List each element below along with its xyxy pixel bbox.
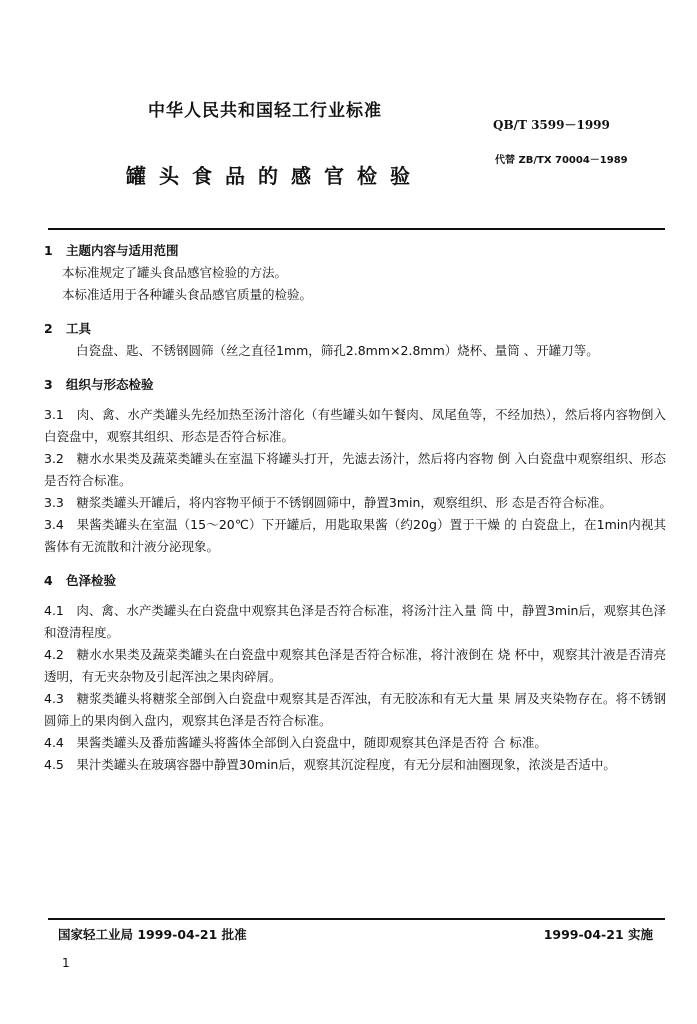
effective-date: 1999-04-21 实施 <box>543 927 653 942</box>
clause: 3.4 果酱类罐头在室温（15～20℃）下开罐后，用匙取果酱（约20g）置于干燥 的 白瓷盘上，在1min内视其酱体有无流散和汁液分泌现象。 <box>44 517 666 554</box>
section-heading <box>44 570 666 592</box>
clause: 3.1 肉、禽、水产类罐头先经加热至汤汁溶化（有些罐头如午餐肉、凤尾鱼等，不经加热），然后将内容物倒入白瓷盘中，观察其组织、形态是否符合标准。 <box>44 407 666 444</box>
section-heading <box>44 374 666 396</box>
section-heading <box>44 240 666 262</box>
section-title: 组织与形态检验 <box>66 377 154 392</box>
clause: 3.2 糖水水果类及蔬菜类罐头在室温下将罐头打开，先滤去汤汁，然后将内容物 倒 入白瓷盘中观察组织、形态是否符合标准。 <box>44 451 666 488</box>
paragraph: 本标准适用于各种罐头食品感官质量的检验。 <box>62 287 313 302</box>
header-divider <box>48 228 665 230</box>
doc-title: 罐头食品的感官检验 <box>126 164 423 188</box>
clause: 4.4 果酱类罐头及番茄酱罐头将酱体全部倒入白瓷盘中，随即观察其色泽是否符 合 标准。 <box>44 735 547 750</box>
clause: 4.5 果汁类罐头在玻璃容器中静置30min后，观察其沉淀程度，有无分层和油圈现象，浓淡是否适中。 <box>44 757 616 772</box>
section-number: 1 <box>44 243 53 258</box>
section-title: 主题内容与适用范围 <box>66 243 179 258</box>
section-number: 2 <box>44 321 53 336</box>
footer-divider <box>48 918 665 920</box>
standard-code: QB/T 3599－1999 <box>493 118 610 132</box>
approval-note: 国家轻工业局 1999-04-21 批准 <box>58 927 247 942</box>
section-number: 3 <box>44 377 53 392</box>
page-number: 1 <box>62 956 70 970</box>
replaces-note: 代替 ZB/TX 70004－1989 <box>495 155 628 166</box>
section-title: 工具 <box>66 321 92 336</box>
clause: 4.3 糖浆类罐头将糖浆全部倒入白瓷盘中观察其是否浑浊，有无胶冻和有无大量 果 屑及夹染物存在。将不锈钢圆筛上的果肉倒入盘内，观察其色泽是否符合标准。 <box>44 691 666 728</box>
section-title: 色泽检验 <box>66 573 117 588</box>
paragraph: 本标准规定了罐头食品感官检验的方法。 <box>62 265 288 280</box>
org-title: 中华人民共和国轻工行业标准 <box>148 101 382 121</box>
clause: 4.2 糖水水果类及蔬菜类罐头在白瓷盘中观察其色泽是否符合标准，将汁液倒在 烧 杯中，观察其汁液是否清亮透明，有无夹杂物及引起浑浊之果肉碎屑。 <box>44 647 666 684</box>
document-body <box>44 240 666 776</box>
paragraph: 白瓷盘、匙、不锈钢圆筛（丝之直径1mm，筛孔2.8mm×2.8mm）烧杯、量筒 、开罐刀等。 <box>76 343 599 358</box>
section-number: 4 <box>44 573 53 588</box>
clause: 4.1 肉、禽、水产类罐头在白瓷盘中观察其色泽是否符合标准，将汤汁注入量 筒 中，静置3min后，观察其色泽和澄清程度。 <box>44 603 666 640</box>
clause: 3.3 糖浆类罐头开罐后，将内容物平倾于不锈钢圆筛中，静置3min，观察组织、形 态是否符合标准。 <box>44 495 612 510</box>
section-heading <box>44 318 666 340</box>
